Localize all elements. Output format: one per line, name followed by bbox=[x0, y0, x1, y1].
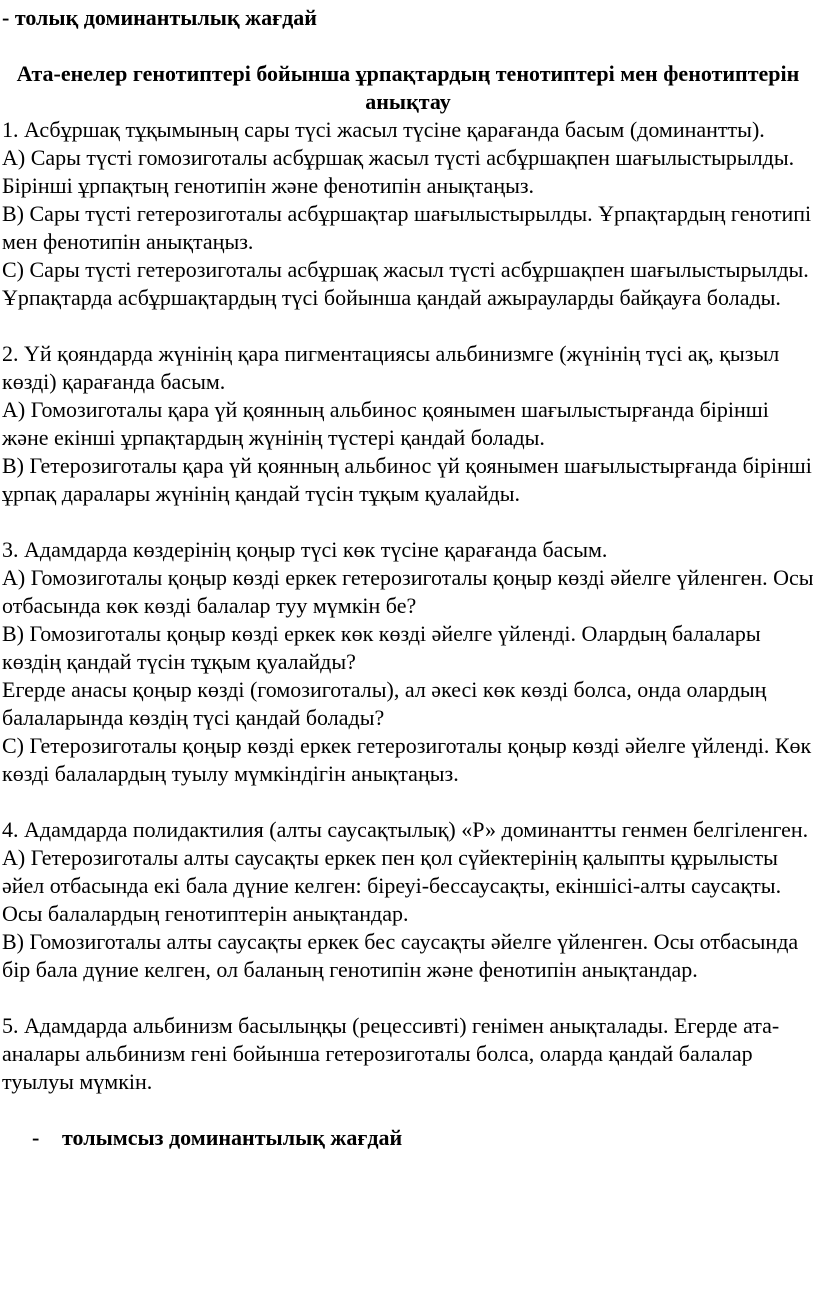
spacer bbox=[2, 312, 814, 340]
problem-3-followup: Егерде анасы қоңыр көзді (гомозиготалы), ал әкесі көк көзді болса, онда олардың балаларында көздің түсі қандай болады? bbox=[2, 677, 767, 730]
problem-3 bbox=[2, 536, 814, 788]
spacer bbox=[2, 788, 814, 816]
section-heading-incomplete-dominance bbox=[2, 1124, 814, 1152]
problem-5-statement: 5. Адамдарда альбинизм басылыңқы (рецессивті) генімен анықталады. Егерде ата-аналары альбинизм гені бойынша гетерозиготалы болса, оларда қандай балалар туылуы мүмкін. bbox=[2, 1013, 780, 1094]
section-heading-text: толымсыз доминантылық жағдай bbox=[62, 1125, 403, 1150]
problem-2-statement: 2. Үй қояндарда жүнінің қара пигментациясы альбинизмге (жүнінің түсі ақ, қызыл көзді) қарағанда басым. bbox=[2, 341, 780, 394]
problem-1 bbox=[2, 116, 814, 312]
spacer bbox=[2, 508, 814, 536]
list-dash: - bbox=[32, 1125, 40, 1150]
problem-2 bbox=[2, 340, 814, 508]
problem-2-part-a: А) Гомозиготалы қара үй қоянның альбинос қоянымен шағылыстырғанда бірінші және екінші ұрпақтардың жүнінің түстері қандай болады. bbox=[2, 397, 769, 450]
problem-3-part-a: А) Гомозиготалы қоңыр көзді еркек гетерозиготалы қоңыр көзді әйелге үйленген. Осы отбасында көк көзді балалар туу мүмкін бе? bbox=[2, 565, 814, 618]
problem-3-statement: 3. Адамдарда көздерінің қоңыр түсі көк түсіне қарағанда басым. bbox=[2, 537, 608, 562]
problem-4-part-b: В) Гомозиготалы алты саусақты еркек бес саусақты әйелге үйленген. Осы отбасында бір бала дүние келген, ол баланың генотипін және фенотипін анықтандар. bbox=[2, 929, 799, 982]
problem-4-part-a: А) Гетерозиготалы алты саусақты еркек пен қол сүйектерінің қалыпты құрылысты әйел отбасында екі бала дүние келген: біреуі-бессаусақты, екіншісі-алты саусақты. Осы балалардың генотиптерін анықтандар. bbox=[2, 845, 782, 926]
problem-1-statement: 1. Асбұршақ тұқымының сары түсі жасыл түсіне қарағанда басым (доминантты). bbox=[2, 117, 765, 142]
problem-4-statement: 4. Адамдарда полидактилия (алты саусақтылық) «Р» доминантты генмен белгіленген. bbox=[2, 817, 809, 842]
section-heading-complete-dominance: - толық доминантылық жағдай bbox=[2, 5, 317, 30]
problem-1-part-b: В) Сары түсті гетерозиготалы асбұршақтар шағылыстырылды. Ұрпақтардың генотипі мен фенотипін анықтаңыз. bbox=[2, 201, 812, 254]
problem-1-part-c: С) Сары түсті гетерозиготалы асбұршақ жасыл түсті асбұршақпен шағылыстырылды. Ұрпақтарда асбұршақтардың түсі бойынша қандай ажырауларды байқауға болады. bbox=[2, 257, 809, 310]
problem-3-part-b: В) Гомозиготалы қоңыр көзді еркек көк көзді әйелге үйленді. Олардың балалары көздің қандай түсін тұқым қуалайды? bbox=[2, 621, 761, 674]
problem-2-part-b: В) Гетерозиготалы қара үй қоянның альбинос үй қоянымен шағылыстырғанда бірінші ұрпақ даралары жүнінің қандай түсін тұқым қуалайды. bbox=[2, 453, 812, 506]
problem-3-part-c: С) Гетерозиготалы қоңыр көзді еркек гетерозиготалы қоңыр көзді әйелге үйленді. Көк көзді балалардың туылу мүмкіндігін анықтаңыз. bbox=[2, 733, 812, 786]
document-title: Ата-енелер генотиптері бойынша ұрпақтардың тенотиптері мен фенотиптерін анықтау bbox=[16, 61, 800, 114]
problem-4 bbox=[2, 816, 814, 984]
problem-5 bbox=[2, 1012, 814, 1096]
spacer bbox=[2, 984, 814, 1012]
problem-1-part-a: А) Сары түсті гомозиготалы асбұршақ жасыл түсті асбұршақпен шағылыстырылды. Бірінші ұрпақтың генотипін және фенотипін анықтаңыз. bbox=[2, 145, 795, 198]
